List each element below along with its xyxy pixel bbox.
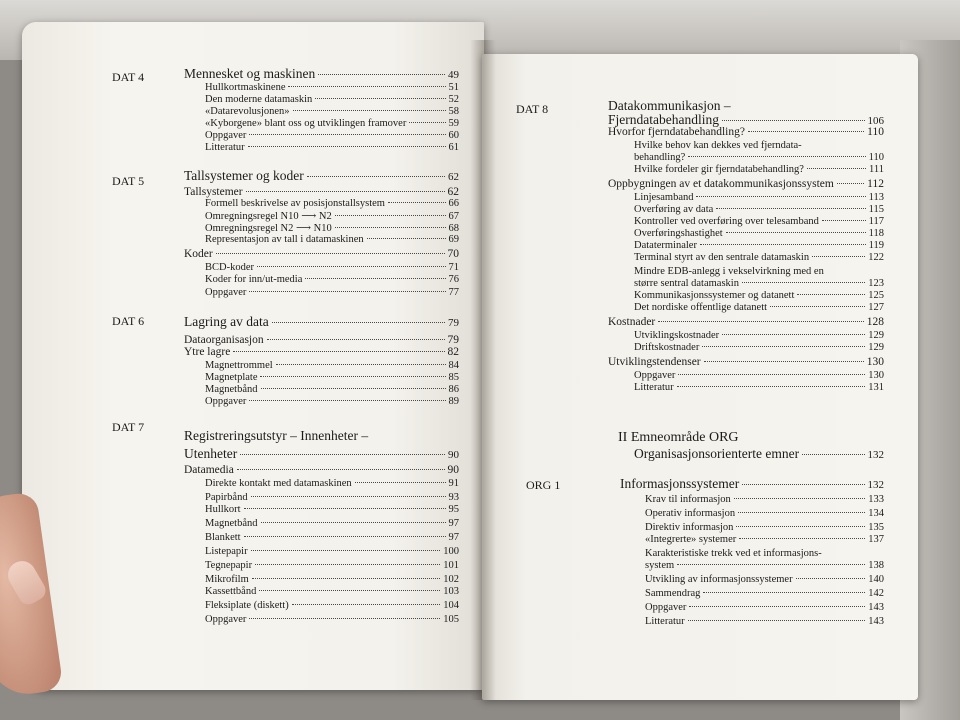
toc-entry-page: 60	[448, 130, 459, 141]
leader-dots	[689, 606, 865, 607]
toc-entry-label: Litteratur	[645, 616, 685, 627]
leader-dots	[259, 590, 440, 591]
leader-dots	[678, 374, 865, 375]
toc-entry	[205, 518, 459, 531]
leader-dots	[249, 400, 445, 401]
leader-dots	[688, 156, 865, 157]
toc-entry-page: 90	[447, 464, 459, 476]
toc-entry-page: 140	[868, 574, 884, 585]
section-title	[184, 66, 459, 82]
toc-entry-page: 118	[868, 228, 884, 239]
section-code: ORG 1	[526, 478, 561, 492]
leader-dots	[722, 120, 865, 121]
leader-dots	[251, 496, 446, 497]
toc-entry-page: 59	[448, 118, 459, 129]
toc-entry-label: Magnetplate	[205, 372, 258, 383]
toc-entry-label: Terminal styrt av den sentrale datamaskin	[634, 252, 810, 263]
toc-entry-label: Formell beskrivelse av posisjonstallsystem	[205, 198, 385, 209]
toc-entry-label: Dataterminaler	[634, 240, 697, 251]
leader-dots	[261, 388, 446, 389]
leader-dots	[244, 536, 446, 537]
part-subtitle	[634, 446, 884, 462]
toc-entry-label: Kontroller ved overføring over telesamband	[634, 216, 819, 227]
toc-entry-label: Koder for inn/ut-media	[205, 274, 303, 285]
toc-entry-label: Blankett	[205, 532, 241, 543]
toc-entry-page: 119	[868, 240, 884, 251]
leader-dots	[244, 508, 446, 509]
leader-dots	[237, 469, 445, 470]
section-title	[184, 446, 459, 462]
toc-entry-label: Krav til informasjon	[645, 494, 731, 505]
toc-entry-page: 138	[868, 560, 884, 571]
toc-entry-page: 128	[866, 316, 884, 328]
leader-dots	[315, 98, 445, 99]
toc-entry-label: Datamedia	[184, 464, 234, 476]
toc-entry-label: Kommunikasjonssystemer og datanett	[634, 290, 795, 301]
leader-dots	[249, 291, 445, 292]
toc-entry-label: Dataorganisasjon	[184, 334, 264, 346]
leader-dots	[797, 294, 865, 295]
toc-entry-label: Magnetbånd	[205, 384, 258, 395]
toc-entry-label: Oppgaver	[634, 370, 676, 381]
leader-dots	[288, 86, 445, 87]
section-title	[620, 476, 884, 492]
toc-entry-label: Oppbygningen av et datakommunikasjonssystem	[608, 178, 834, 190]
leader-dots	[251, 550, 441, 551]
leader-dots	[249, 134, 445, 135]
toc-entry-page: 58	[448, 106, 459, 117]
leader-dots	[305, 278, 445, 279]
toc-entry-label: Tegnepapir	[205, 560, 253, 571]
leader-dots	[255, 564, 440, 565]
toc-entry-page: 91	[448, 478, 459, 489]
toc-entry-page: 115	[868, 204, 884, 215]
leader-dots	[807, 168, 866, 169]
leader-dots	[335, 227, 446, 228]
toc-entry-page: 117	[868, 216, 884, 227]
toc-entry-page: 129	[868, 330, 884, 341]
toc-entry	[184, 346, 459, 359]
toc-entry-label: Operativ informasjon	[645, 508, 736, 519]
toc-entry-page: 134	[868, 508, 884, 519]
leader-dots	[293, 110, 446, 111]
leader-dots	[261, 522, 446, 523]
leader-dots	[246, 191, 445, 192]
left-page	[22, 22, 484, 690]
book-gutter	[470, 40, 496, 700]
toc-entry	[205, 560, 459, 573]
leader-dots	[257, 266, 446, 267]
toc-entry-label: Tallsystemer	[184, 186, 243, 198]
section-code: DAT 8	[516, 102, 549, 116]
leader-dots	[700, 244, 866, 245]
toc-entry-page: 131	[868, 382, 884, 393]
leader-dots	[770, 306, 865, 307]
toc-entry-label: Utviklingskostnader	[634, 330, 720, 341]
toc-entry-page: 105	[443, 614, 459, 625]
toc-entry-page: 135	[868, 522, 884, 533]
toc-entry-label: Kostnader	[608, 316, 656, 328]
toc-entry	[608, 178, 884, 191]
leader-dots	[292, 604, 441, 605]
toc-entry-label: Kassettbånd	[205, 586, 257, 597]
section-title-page: 79	[448, 317, 459, 329]
toc-entry-page: 51	[448, 82, 459, 93]
toc-entry-label: Oppgaver	[645, 602, 687, 613]
section-title-text: Tallsystemer og koder	[184, 168, 304, 183]
leader-dots	[272, 322, 445, 323]
toc-entry-page: 89	[448, 396, 459, 407]
section-code: DAT 7	[112, 420, 145, 434]
toc-entry-page: 111	[869, 164, 884, 175]
toc-entry-label: BCD-koder	[205, 262, 254, 273]
toc-entry-page: 97	[448, 532, 459, 543]
toc-entry	[634, 302, 884, 315]
toc-entry-page: 62	[447, 186, 459, 198]
toc-entry-label: større sentral datamaskin	[634, 278, 739, 289]
leader-dots	[677, 386, 866, 387]
leader-dots	[216, 253, 445, 254]
toc-entry	[645, 616, 884, 629]
toc-entry-page: 69	[448, 234, 459, 245]
toc-entry-label: Oppgaver	[205, 396, 247, 407]
toc-entry	[205, 504, 459, 517]
toc-entry-label: Direkte kontakt med datamaskinen	[205, 478, 352, 489]
leader-dots	[716, 208, 865, 209]
section-title-text: Fjerndatabehandling	[608, 112, 719, 127]
toc-entry-page: 122	[868, 252, 884, 263]
toc-entry-label: Oppgaver	[205, 130, 247, 141]
leader-dots	[726, 232, 866, 233]
toc-entry-page: 137	[868, 534, 884, 545]
toc-entry-page: 71	[448, 262, 459, 273]
toc-entry-page: 85	[448, 372, 459, 383]
section-title-text: Mennesket og maskinen	[184, 66, 316, 81]
leader-dots	[748, 131, 864, 132]
leader-dots	[248, 146, 446, 147]
toc-entry	[634, 342, 884, 355]
toc-entry-label: Sammendrag	[645, 588, 701, 599]
toc-entry-label: Hullkortmaskinene	[205, 82, 286, 93]
toc-entry-page: 77	[448, 287, 459, 298]
section-title-text: Registreringsutstyr – Innenheter –	[184, 428, 369, 443]
toc-entry-page: 133	[868, 494, 884, 505]
toc-entry	[205, 478, 459, 491]
toc-entry	[205, 396, 459, 409]
toc-entry-label: Litteratur	[634, 382, 674, 393]
toc-entry-label: Overføringshastighet	[634, 228, 723, 239]
toc-entry-label: Linjesamband	[634, 192, 694, 203]
toc-entry	[205, 546, 459, 559]
leader-dots	[249, 618, 440, 619]
leader-dots	[802, 454, 864, 455]
part-page: 132	[867, 449, 884, 461]
toc-entry-label: Representasjon av tall i datamaskinen	[205, 234, 364, 245]
leader-dots	[388, 202, 446, 203]
toc-entry-label: Listepapir	[205, 546, 248, 557]
toc-entry-label: Omregningsregel N2 ⟶ N10	[205, 223, 332, 234]
leader-dots	[252, 578, 441, 579]
leader-dots	[703, 592, 865, 593]
toc-entry-page: 142	[868, 588, 884, 599]
leader-dots	[267, 339, 445, 340]
toc-entry-page: 104	[443, 600, 459, 611]
toc-entry-page: 61	[448, 142, 459, 153]
leader-dots	[688, 620, 866, 621]
leader-dots	[738, 512, 865, 513]
toc-entry-page: 143	[868, 602, 884, 613]
toc-entry	[184, 464, 459, 477]
toc-entry-page: 112	[867, 178, 884, 190]
toc-entry-label: Ytre lagre	[184, 346, 231, 358]
section-title-page: 90	[448, 449, 459, 461]
toc-entry-page: 82	[447, 346, 459, 358]
toc-entry-page: 95	[448, 504, 459, 515]
toc-entry-label: Utvikling av informasjonssystemer	[645, 574, 793, 585]
toc-entry-label: Litteratur	[205, 142, 245, 153]
toc-entry	[645, 494, 884, 507]
section-title-text: Datakommunikasjon –	[608, 98, 731, 113]
leader-dots	[240, 454, 445, 455]
toc-entry-page: 123	[868, 278, 884, 289]
part-heading: II Emneområde ORG	[618, 430, 739, 445]
leader-dots	[812, 256, 865, 257]
toc-entry-page: 76	[448, 274, 459, 285]
leader-dots	[796, 578, 866, 579]
toc-entry	[634, 252, 884, 265]
toc-entry-page: 86	[448, 384, 459, 395]
toc-entry	[184, 248, 459, 261]
toc-entry	[205, 287, 459, 300]
toc-entry-label: «Datarevolusjonen»	[205, 106, 290, 117]
toc-entry-label: system	[645, 560, 675, 571]
toc-entry-label: Mindre EDB-anlegg i vekselvirkning med en	[634, 266, 824, 277]
leader-dots	[409, 122, 445, 123]
toc-entry-label: Hvilke fordeler gir fjerndatabehandling?	[634, 164, 804, 175]
toc-entry	[608, 316, 884, 329]
toc-entry-label: Mikrofilm	[205, 574, 249, 585]
section-code: DAT 6	[112, 314, 145, 328]
toc-entry-label: Magnetbånd	[205, 518, 258, 529]
section-title-page: 49	[448, 69, 459, 81]
section-title	[184, 168, 459, 184]
toc-entry	[634, 164, 884, 177]
toc-entry-page: 100	[443, 546, 459, 557]
toc-entry	[645, 588, 884, 601]
toc-entry	[205, 274, 459, 287]
toc-entry-label: Hvilke behov kan dekkes ved fjerndata-	[634, 140, 802, 151]
leader-dots	[335, 215, 446, 216]
leader-dots	[742, 484, 864, 485]
toc-entry	[645, 560, 884, 573]
toc-entry-page: 130	[868, 370, 884, 381]
toc-entry-page: 143	[868, 616, 884, 627]
leader-dots	[736, 526, 865, 527]
part-subtitle-text: Organisasjonsorienterte emner	[634, 446, 800, 461]
toc-entry-label: Utviklingstendenser	[608, 356, 701, 368]
toc-entry-page: 110	[868, 152, 884, 163]
toc-entry-label: Papirbånd	[205, 492, 248, 503]
toc-entry	[205, 586, 459, 599]
toc-entry	[645, 508, 884, 521]
toc-entry-label: Hullkort	[205, 504, 241, 515]
leader-dots	[702, 346, 865, 347]
section-title-text: Informasjonssystemer	[620, 476, 740, 491]
section-code: DAT 5	[112, 174, 145, 188]
toc-entry-label: Oppgaver	[205, 287, 247, 298]
toc-entry-label: Magnettrommel	[205, 360, 273, 371]
toc-entry-page: 130	[866, 356, 884, 368]
toc-entry-label: Oppgaver	[205, 614, 247, 625]
toc-entry-label: «Integrerte» systemer	[645, 534, 737, 545]
leader-dots	[734, 498, 866, 499]
toc-entry-label: «Kyborgene» blant oss og utviklingen framover	[205, 118, 407, 129]
section-code: DAT 4	[112, 70, 145, 84]
toc-entry-label: Overføring av data	[634, 204, 714, 215]
leader-dots	[355, 482, 446, 483]
toc-entry	[205, 532, 459, 545]
section-title-text: Utenheter	[184, 446, 238, 461]
toc-entry-page: 127	[868, 302, 884, 313]
toc-entry	[205, 614, 459, 627]
toc-entry-page: 52	[448, 94, 459, 105]
leader-dots	[837, 183, 864, 184]
toc-entry-label: Fleksiplate (diskett)	[205, 600, 289, 611]
toc-entry-label: Koder	[184, 248, 213, 260]
toc-entry-page: 125	[868, 290, 884, 301]
toc-entry-page: 93	[448, 492, 459, 503]
leader-dots	[677, 564, 865, 565]
leader-dots	[658, 321, 863, 322]
toc-entry-page: 102	[443, 574, 459, 585]
toc-entry-label: Den moderne datamaskin	[205, 94, 313, 105]
leader-dots	[696, 196, 865, 197]
toc-entry-page: 101	[443, 560, 459, 571]
leader-dots	[722, 334, 865, 335]
toc-entry-label: Omregningsregel N10 ⟶ N2	[205, 211, 332, 222]
section-title-page: 62	[448, 171, 459, 183]
toc-entry-label: Det nordiske offentlige datanett	[634, 302, 768, 313]
toc-entry	[608, 356, 884, 369]
toc-entry	[645, 534, 884, 547]
toc-entry-label: Direktiv informasjon	[645, 522, 734, 533]
leader-dots	[233, 351, 444, 352]
toc-entry	[205, 234, 459, 247]
leader-dots	[307, 176, 445, 177]
toc-entry-page: 84	[448, 360, 459, 371]
toc-entry-page: 70	[447, 248, 459, 260]
leader-dots	[260, 376, 445, 377]
toc-entry	[205, 142, 459, 155]
right-page	[482, 54, 918, 700]
toc-entry-page: 79	[447, 334, 459, 346]
section-title-text: Lagring av data	[184, 314, 269, 329]
toc-entry	[608, 126, 884, 139]
toc-entry-page: 97	[448, 518, 459, 529]
leader-dots	[704, 361, 864, 362]
toc-entry-page: 66	[448, 198, 459, 209]
toc-entry-page: 68	[448, 223, 459, 234]
toc-entry-label: Karakteristiske trekk ved et informasjons-	[645, 548, 822, 559]
section-title-page: 132	[867, 479, 884, 491]
toc-entry	[634, 382, 884, 395]
leader-dots	[739, 538, 865, 539]
toc-entry-page: 103	[443, 586, 459, 597]
toc-entry-page: 67	[448, 211, 459, 222]
section-title-page: 106	[867, 115, 884, 127]
toc-entry-label: Hvorfor fjerndatabehandling?	[608, 126, 745, 138]
toc-entry	[645, 602, 884, 615]
leader-dots	[318, 74, 445, 75]
toc-entry-page: 129	[868, 342, 884, 353]
toc-entry-page: 113	[868, 192, 884, 203]
leader-dots	[822, 220, 866, 221]
leader-dots	[742, 282, 865, 283]
toc-entry-page: 110	[867, 126, 884, 138]
section-title	[184, 314, 459, 330]
toc-entry	[645, 574, 884, 587]
toc-entry-label: behandling?	[634, 152, 686, 163]
leader-dots	[367, 238, 446, 239]
toc-entry	[205, 600, 459, 613]
toc-entry-label: Driftskostnader	[634, 342, 700, 353]
leader-dots	[276, 364, 446, 365]
